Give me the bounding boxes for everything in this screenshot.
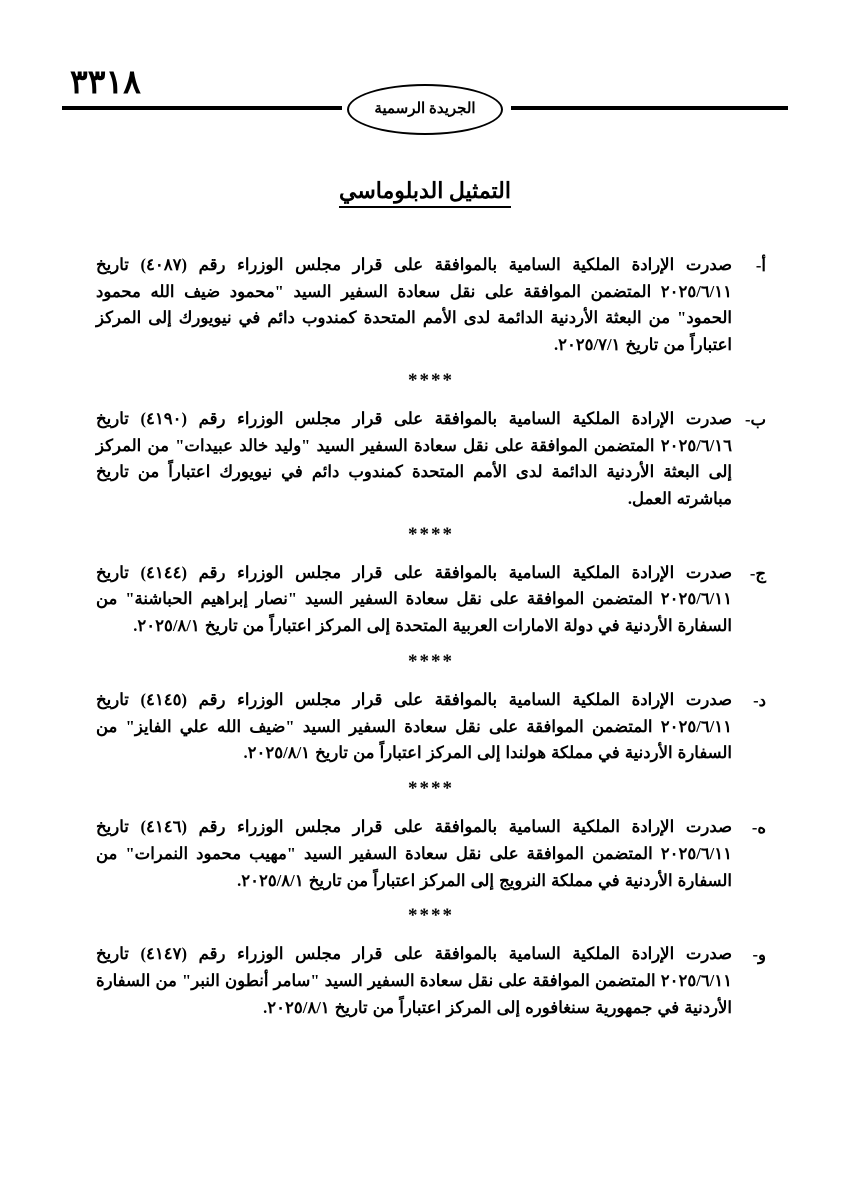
item-marker: ج- [749, 563, 766, 583]
item-marker: أ- [755, 256, 766, 275]
item-separator: **** [408, 778, 454, 800]
header-rule-left [62, 106, 342, 110]
page-title-text: التمثيل الدبلوماسي [339, 178, 511, 208]
item-text: صدرت الإرادة الملكية السامية بالموافقة على قرار مجلس الوزراء رقم (٤٠٨٧) تاريخ ٢٠٢٥/٦/١١ المتضمن الموافقة على نقل سعادة السفير السيد "محمود ضيف الله محمود الحمود" من البعثة الأردنية الدائمة لدى الأمم المتحدة كمندوب دائم في نيويورك إلى المركز اعتباراً من تاريخ ٢٠٢٥/٧/١. [96, 255, 732, 355]
gazette-badge [347, 84, 503, 135]
header-rule [62, 102, 788, 116]
page-header [62, 62, 788, 140]
list-item [96, 560, 766, 640]
list-item [96, 941, 766, 1021]
list-item [96, 687, 766, 767]
item-text: صدرت الإرادة الملكية السامية بالموافقة على قرار مجلس الوزراء رقم (٤١٤٤) تاريخ ٢٠٢٥/٦/١١ المتضمن الموافقة على نقل سعادة السفير السيد "نصار إبراهيم الحباشنة" من السفارة الأردنية في دولة الامارات العربية المتحدة إلى المركز اعتباراً من تاريخ ٢٠٢٥/٨/١. [96, 562, 732, 636]
item-text: صدرت الإرادة الملكية السامية بالموافقة على قرار مجلس الوزراء رقم (٤١٤٦) تاريخ ٢٠٢٥/٦/١١ المتضمن الموافقة على نقل سعادة السفير السيد "مهيب محمود النمرات" من السفارة الأردنية في مملكة النرويج إلى المركز اعتباراً من تاريخ ٢٠٢٥/٨/١. [96, 817, 732, 890]
item-separator: **** [408, 650, 454, 672]
item-text: صدرت الإرادة الملكية السامية بالموافقة على قرار مجلس الوزراء رقم (٤١٤٥) تاريخ ٢٠٢٥/٦/١١ المتضمن الموافقة على نقل سعادة السفير السيد "ضيف الله علي الفايز" من السفارة الأردنية في مملكة هولندا إلى المركز اعتباراً من تاريخ ٢٠٢٥/٨/١. [96, 689, 732, 763]
item-marker: و- [752, 945, 766, 965]
list-item [96, 814, 766, 894]
item-marker: ب- [744, 409, 766, 429]
list-item [96, 252, 766, 359]
item-text: صدرت الإرادة الملكية السامية بالموافقة على قرار مجلس الوزراء رقم (٤١٩٠) تاريخ ٢٠٢٥/٦/١٦ المتضمن الموافقة على نقل سعادة السفير السيد "وليد خالد عبيدات" من المركز إلى البعثة الأردنية الدائمة لدى الأمم المتحدة كمندوب دائم في نيويورك اعتباراً من تاريخ مباشرته العمل. [96, 408, 732, 509]
item-separator: **** [408, 905, 454, 927]
header-rule-right [511, 106, 788, 110]
item-marker: د- [753, 690, 766, 710]
page-title [62, 178, 788, 208]
gazette-label: الجريدة الرسمية [374, 101, 476, 117]
item-marker: ه- [751, 818, 766, 838]
item-text: صدرت الإرادة الملكية السامية بالموافقة على قرار مجلس الوزراء رقم (٤١٤٧) تاريخ ٢٠٢٥/٦/١١ المتضمن الموافقة على نقل سعادة السفير السيد "سامر أنطون النبر" من السفارة الأردنية في جمهورية سنغافوره إلى المركز اعتباراً من تاريخ ٢٠٢٥/٨/١. [96, 944, 732, 1017]
item-separator: **** [408, 369, 454, 391]
list-item [96, 406, 766, 513]
page-number: ٣٣١٨ [70, 65, 141, 101]
item-separator: **** [408, 523, 454, 545]
items-list [62, 252, 788, 1021]
